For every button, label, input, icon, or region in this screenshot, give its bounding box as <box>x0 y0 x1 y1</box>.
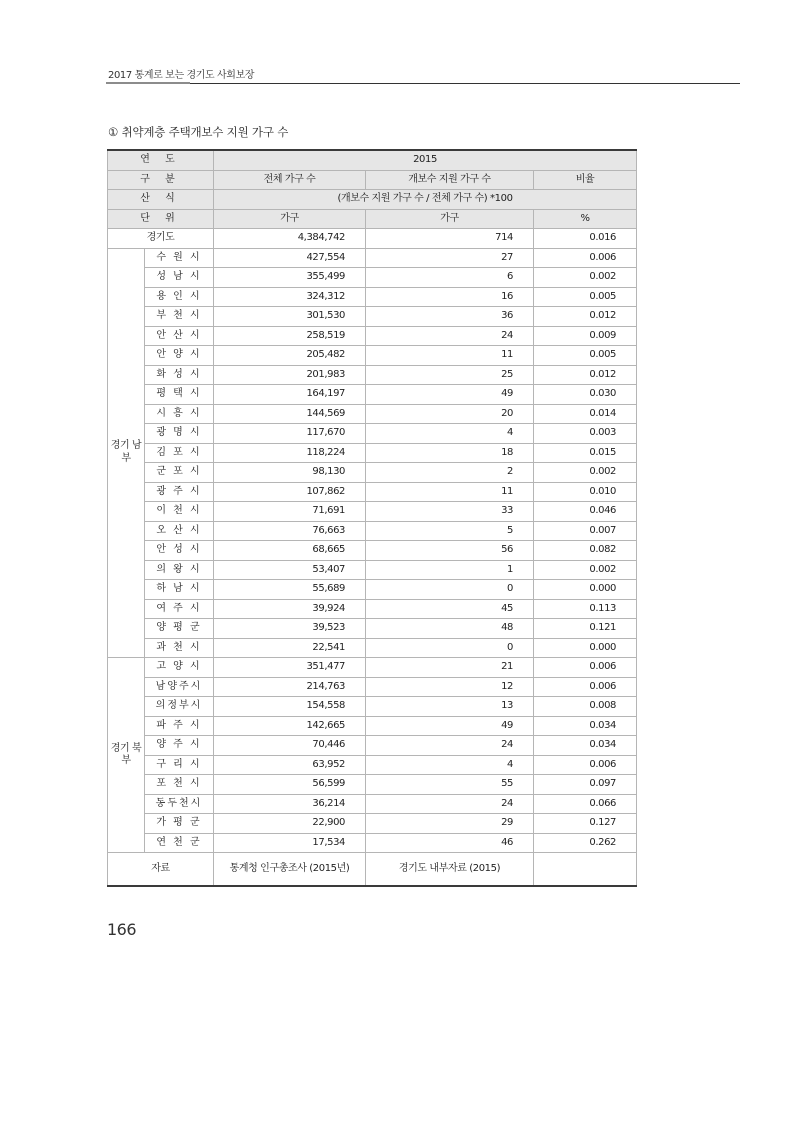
province-supported: 714 <box>366 229 534 249</box>
total-households: 144,569 <box>214 404 366 424</box>
supported-households: 4 <box>366 424 534 444</box>
city-name: 연 천 군 <box>145 833 214 853</box>
city-name: 광 명 시 <box>145 424 214 444</box>
total-households: 118,224 <box>214 443 366 463</box>
unit-label: 단 위 <box>108 209 214 229</box>
supported-households: 2 <box>366 463 534 483</box>
table-row <box>108 482 637 502</box>
support-ratio: 0.005 <box>534 346 637 366</box>
supported-households: 11 <box>366 346 534 366</box>
support-ratio: 0.008 <box>534 697 637 717</box>
city-name: 김 포 시 <box>145 443 214 463</box>
supported-households: 55 <box>366 775 534 795</box>
support-ratio: 0.015 <box>534 443 637 463</box>
support-ratio: 0.030 <box>534 385 637 405</box>
province-ratio: 0.016 <box>534 229 637 249</box>
supported-households: 45 <box>366 599 534 619</box>
formula-label: 산 식 <box>108 190 214 210</box>
total-households: 63,952 <box>214 755 366 775</box>
table-row <box>108 287 637 307</box>
supported-households: 48 <box>366 619 534 639</box>
province-total: 4,384,742 <box>214 229 366 249</box>
table-row <box>108 814 637 834</box>
north-group-label: 경기 북부 <box>108 658 145 853</box>
table-body <box>108 150 637 886</box>
source-total: 통계청 인구총조사 (2015년) <box>214 853 366 887</box>
column-header-ratio: 비율 <box>534 170 637 190</box>
total-households: 142,665 <box>214 716 366 736</box>
total-households: 17,534 <box>214 833 366 853</box>
city-name: 광 주 시 <box>145 482 214 502</box>
support-ratio: 0.082 <box>534 541 637 561</box>
unit-total: 가구 <box>214 209 366 229</box>
year-row <box>108 150 637 170</box>
city-name: 구 리 시 <box>145 755 214 775</box>
table-row <box>108 619 637 639</box>
total-households: 22,541 <box>214 638 366 658</box>
city-name: 가 평 군 <box>145 814 214 834</box>
table-row <box>108 599 637 619</box>
table-row <box>108 833 637 853</box>
city-name: 수 원 시 <box>145 248 214 268</box>
table-row <box>108 443 637 463</box>
supported-households: 46 <box>366 833 534 853</box>
total-households: 258,519 <box>214 326 366 346</box>
table-row <box>108 658 637 678</box>
total-households: 39,924 <box>214 599 366 619</box>
formula-value: (개보수 지원 가구 수 / 전체 가구 수) *100 <box>214 190 637 210</box>
supported-households: 0 <box>366 580 534 600</box>
unit-supported: 가구 <box>366 209 534 229</box>
table-row <box>108 365 637 385</box>
supported-households: 24 <box>366 326 534 346</box>
total-households: 22,900 <box>214 814 366 834</box>
support-ratio: 0.121 <box>534 619 637 639</box>
support-ratio: 0.262 <box>534 833 637 853</box>
running-header: 2017 통계로 보는 경기도 사회보장 <box>108 70 255 81</box>
year-label: 연 도 <box>108 150 214 170</box>
support-ratio: 0.007 <box>534 521 637 541</box>
total-households: 36,214 <box>214 794 366 814</box>
column-header-supported: 개보수 지원 가구 수 <box>366 170 534 190</box>
table-row <box>108 326 637 346</box>
city-name: 의 왕 시 <box>145 560 214 580</box>
table-row <box>108 268 637 288</box>
table-row <box>108 716 637 736</box>
supported-households: 25 <box>366 365 534 385</box>
total-households: 205,482 <box>214 346 366 366</box>
city-name: 시 흥 시 <box>145 404 214 424</box>
total-households: 201,983 <box>214 365 366 385</box>
section-title: ① 취약계층 주택개보수 지원 가구 수 <box>108 125 289 139</box>
city-name: 안 양 시 <box>145 346 214 366</box>
total-households: 117,670 <box>214 424 366 444</box>
total-households: 53,407 <box>214 560 366 580</box>
support-ratio: 0.034 <box>534 716 637 736</box>
city-name: 오 산 시 <box>145 521 214 541</box>
support-ratio: 0.006 <box>534 658 637 678</box>
total-households: 71,691 <box>214 502 366 522</box>
city-name: 고 양 시 <box>145 658 214 678</box>
housing-repair-table <box>107 149 637 887</box>
column-header-total: 전체 가구 수 <box>214 170 366 190</box>
city-name: 양 평 군 <box>145 619 214 639</box>
header-rule <box>190 83 740 84</box>
city-name: 화 성 시 <box>145 365 214 385</box>
city-name: 포 천 시 <box>145 775 214 795</box>
table-row <box>108 248 637 268</box>
city-name: 이 천 시 <box>145 502 214 522</box>
city-name: 안 산 시 <box>145 326 214 346</box>
support-ratio: 0.113 <box>534 599 637 619</box>
support-ratio: 0.006 <box>534 677 637 697</box>
city-name: 성 남 시 <box>145 268 214 288</box>
supported-households: 27 <box>366 248 534 268</box>
total-households: 68,665 <box>214 541 366 561</box>
table-row <box>108 697 637 717</box>
city-name: 남양주시 <box>145 677 214 697</box>
table-row <box>108 521 637 541</box>
support-ratio: 0.046 <box>534 502 637 522</box>
supported-households: 33 <box>366 502 534 522</box>
unit-ratio: % <box>534 209 637 229</box>
total-households: 214,763 <box>214 677 366 697</box>
support-ratio: 0.006 <box>534 755 637 775</box>
south-group-label: 경기 남부 <box>108 248 145 658</box>
table-row <box>108 775 637 795</box>
supported-households: 0 <box>366 638 534 658</box>
city-name: 여 주 시 <box>145 599 214 619</box>
province-row <box>108 229 637 249</box>
support-ratio: 0.009 <box>534 326 637 346</box>
city-name: 용 인 시 <box>145 287 214 307</box>
total-households: 98,130 <box>214 463 366 483</box>
table-row <box>108 385 637 405</box>
total-households: 107,862 <box>214 482 366 502</box>
source-supported: 경기도 내부자료 (2015) <box>366 853 534 887</box>
city-name: 하 남 시 <box>145 580 214 600</box>
city-name: 양 주 시 <box>145 736 214 756</box>
supported-households: 36 <box>366 307 534 327</box>
city-name: 의정부시 <box>145 697 214 717</box>
total-households: 324,312 <box>214 287 366 307</box>
source-row <box>108 853 637 887</box>
province-name: 경기도 <box>108 229 214 249</box>
total-households: 76,663 <box>214 521 366 541</box>
support-ratio: 0.000 <box>534 580 637 600</box>
page-number: 166 <box>107 920 137 939</box>
total-households: 301,530 <box>214 307 366 327</box>
category-row <box>108 170 637 190</box>
support-ratio: 0.002 <box>534 560 637 580</box>
total-households: 164,197 <box>214 385 366 405</box>
table-row <box>108 736 637 756</box>
city-name: 안 성 시 <box>145 541 214 561</box>
supported-households: 1 <box>366 560 534 580</box>
supported-households: 11 <box>366 482 534 502</box>
table-row <box>108 424 637 444</box>
total-households: 355,499 <box>214 268 366 288</box>
table-row <box>108 638 637 658</box>
city-name: 평 택 시 <box>145 385 214 405</box>
support-ratio: 0.012 <box>534 307 637 327</box>
support-ratio: 0.012 <box>534 365 637 385</box>
table-row <box>108 502 637 522</box>
support-ratio: 0.005 <box>534 287 637 307</box>
supported-households: 18 <box>366 443 534 463</box>
total-households: 56,599 <box>214 775 366 795</box>
support-ratio: 0.002 <box>534 463 637 483</box>
table-row <box>108 463 637 483</box>
city-name: 군 포 시 <box>145 463 214 483</box>
supported-households: 5 <box>366 521 534 541</box>
table-row <box>108 404 637 424</box>
total-households: 351,477 <box>214 658 366 678</box>
support-ratio: 0.000 <box>534 638 637 658</box>
supported-households: 13 <box>366 697 534 717</box>
support-ratio: 0.127 <box>534 814 637 834</box>
table-row <box>108 677 637 697</box>
support-ratio: 0.006 <box>534 248 637 268</box>
table-row <box>108 794 637 814</box>
table-row <box>108 346 637 366</box>
supported-households: 12 <box>366 677 534 697</box>
supported-households: 56 <box>366 541 534 561</box>
supported-households: 49 <box>366 716 534 736</box>
source-label: 자료 <box>108 853 214 887</box>
unit-row <box>108 209 637 229</box>
supported-households: 4 <box>366 755 534 775</box>
supported-households: 20 <box>366 404 534 424</box>
support-ratio: 0.066 <box>534 794 637 814</box>
support-ratio: 0.002 <box>534 268 637 288</box>
supported-households: 24 <box>366 736 534 756</box>
total-households: 70,446 <box>214 736 366 756</box>
header-rule-accent <box>106 82 190 84</box>
total-households: 55,689 <box>214 580 366 600</box>
supported-households: 29 <box>366 814 534 834</box>
city-name: 부 천 시 <box>145 307 214 327</box>
supported-households: 16 <box>366 287 534 307</box>
category-label: 구 분 <box>108 170 214 190</box>
city-name: 동두천시 <box>145 794 214 814</box>
support-ratio: 0.014 <box>534 404 637 424</box>
total-households: 427,554 <box>214 248 366 268</box>
total-households: 39,523 <box>214 619 366 639</box>
source-ratio <box>534 853 637 887</box>
supported-households: 21 <box>366 658 534 678</box>
city-name: 파 주 시 <box>145 716 214 736</box>
supported-households: 6 <box>366 268 534 288</box>
table-row <box>108 560 637 580</box>
support-ratio: 0.010 <box>534 482 637 502</box>
support-ratio: 0.034 <box>534 736 637 756</box>
city-name: 과 천 시 <box>145 638 214 658</box>
table-row <box>108 307 637 327</box>
support-ratio: 0.003 <box>534 424 637 444</box>
supported-households: 24 <box>366 794 534 814</box>
supported-households: 49 <box>366 385 534 405</box>
support-ratio: 0.097 <box>534 775 637 795</box>
year-value: 2015 <box>214 150 637 170</box>
formula-row <box>108 190 637 210</box>
table-row <box>108 580 637 600</box>
table-row <box>108 541 637 561</box>
total-households: 154,558 <box>214 697 366 717</box>
table-row <box>108 755 637 775</box>
